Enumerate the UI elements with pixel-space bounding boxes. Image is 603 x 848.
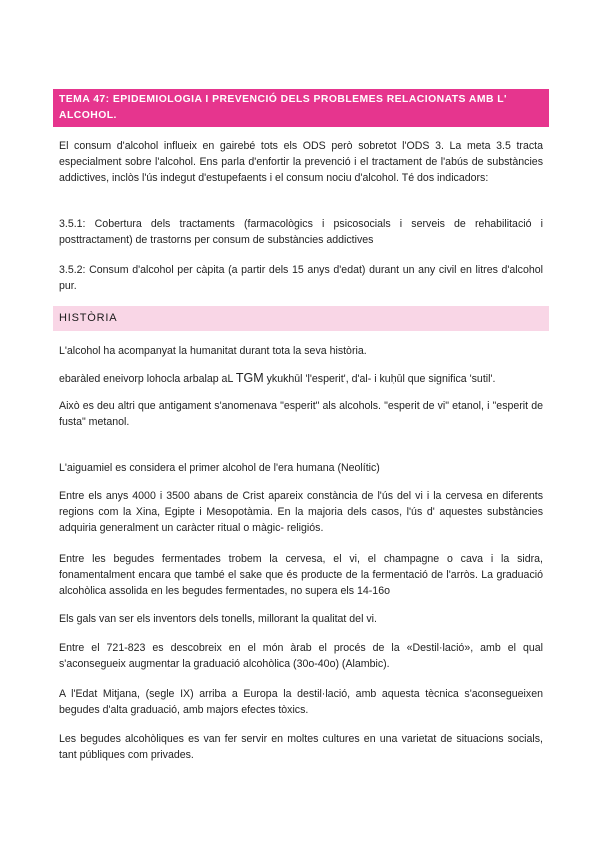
history-paragraph-2 xyxy=(59,370,543,387)
history-paragraph-6: Entre les begudes fermentades trobem la cervesa, el vi, el champagne o cava i la sidra, fonamentalment encara que també el sake que és producte de la fermentació de l'arròs. La graduació alcohòlica assolida en les begudes fermentades, no supera els 14-16o xyxy=(59,553,543,597)
history-paragraph-3: Això es deu altri que antigament s'anomenava "esperit" als alcohols. "esperit de vi" etanol, i "esperit de fusta" metanol. xyxy=(59,400,543,428)
etymology-text: ykukhūl 'l'esperit', d'al- i kuḥūl que significa 'sutil'. xyxy=(263,373,496,385)
section-heading-bar xyxy=(53,306,549,331)
history-paragraph-7: Els gals van ser els inventors dels tonells, millorant la qualitat del vi. xyxy=(59,613,377,625)
indicator-3-5-2: 3.5.2: Consum d'alcohol per càpita (a partir dels 15 anys d'edat) durant un any civil en litres d'alcohol pur. xyxy=(59,264,543,292)
history-paragraph-1: L'alcohol ha acompanyat la humanitat durant tota la seva història. xyxy=(59,345,367,357)
history-paragraph-8: Entre el 721-823 es descobreix en el món àrab el procés de la «Destil·lació», amb el qual s'aconsegueix augmentar la graduació alcohòlica (30o-40o) (Alambic). xyxy=(59,642,543,670)
indicator-3-5-1: 3.5.1: Cobertura dels tractaments (farmacològics i psicosocials i serveis de rehabilitació i posttractament) de trastorns per consum de substàncies addictives xyxy=(59,218,543,246)
history-paragraph-10: Les begudes alcohòliques es van fer servir en moltes cultures en una varietat de situacions socials, tant públiques com privades. xyxy=(59,733,543,761)
document-title: TEMA 47: EPIDEMIOLOGIA I PREVENCIÓ DELS PROBLEMES RELACIONATS AMB L' ALCOHOL. xyxy=(59,94,507,121)
history-paragraph-5: Entre els anys 4000 i 3500 abans de Crist apareix constància de l'ús del vi i la cervesa en diferents regions com la Xina, Egipte i Mesopotàmia. En la majoria dels casos, l'ús d' aquestes substàncies adquiria generalment un caràcter ritual o màgic- religiós. xyxy=(59,490,543,534)
history-paragraph-9: A l'Edat Mitjana, (segle IX) arriba a Europa la destil·lació, amb aquesta tècnica s'aconsegueixen begudes d'alta graduació, amb majors efectes tòxics. xyxy=(59,688,543,716)
tgm-mark: TGM xyxy=(235,371,264,385)
title-banner xyxy=(53,89,549,127)
section-heading-history: HISTÒRIA xyxy=(59,312,118,324)
intro-paragraph: El consum d'alcohol influeix en gairebé tots els ODS però sobretot l'ODS 3. La meta 3.5 tracta especialment sobre l'alcohol. Ens parla d'enfortir la prevenció i el tractament de l'abús de substàncies addictives, inclòs l'ús indegut d'estupefaents i el consum nociu d'alcohol. Té dos indicadors: xyxy=(59,140,543,184)
history-paragraph-4: L'aiguamiel es considera el primer alcohol de l'era humana (Neolític) xyxy=(59,462,380,474)
reversed-text: ebaràled eneivorp lohocla arbalap aL xyxy=(59,373,236,385)
